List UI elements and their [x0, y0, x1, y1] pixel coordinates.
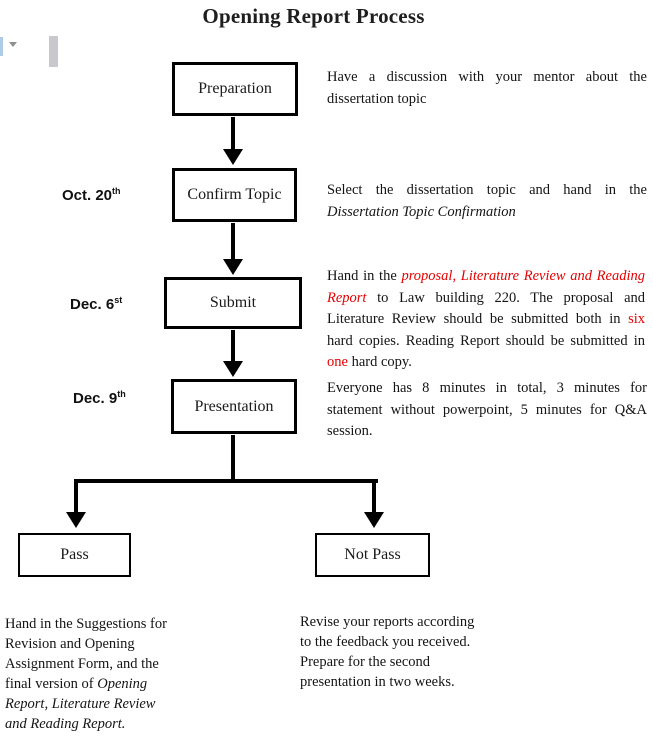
arrow-line-preparation-to-confirm — [231, 117, 235, 151]
date-label-presentation: Dec. 9th — [73, 389, 126, 407]
arrow-line-confirm-to-submit — [231, 223, 235, 261]
arrowhead-branch-to-pass — [66, 512, 86, 528]
note-confirm-topic: Select the dissertation topic and hand in the Dissertation Topic Confirmation — [327, 182, 647, 220]
note-presentation: Everyone has 8 minutes in total, 3 minutes for statement without powerpoint, 5 minutes for Q&A session. — [327, 380, 647, 439]
date-label-submit: Dec. 6st — [70, 295, 123, 313]
node-presentation — [171, 379, 297, 434]
arrowhead-branch-to-not-pass — [364, 512, 384, 528]
node-confirm-topic — [172, 168, 297, 222]
arrow-line-branch-to-pass — [74, 479, 78, 514]
arrow-line-branch-to-not-pass — [372, 479, 376, 514]
arrowhead-preparation-to-confirm — [223, 149, 243, 165]
node-not-pass — [315, 533, 430, 577]
branch-horizontal-line — [74, 479, 378, 483]
node-preparation-label: Preparation — [198, 80, 272, 97]
node-preparation — [172, 62, 298, 116]
note-preparation: Have a discussion with your mentor about the dissertation topic — [327, 69, 647, 107]
node-not-pass-label: Not Pass — [344, 546, 401, 563]
connector-presentation-to-branch — [231, 435, 235, 481]
note-pass-outcome: Hand in the Suggestions for Revision and Opening Assignment Form, and the final version of Opening Report, Literature Review and Reading Report. — [5, 616, 167, 732]
date-label-confirm-topic: Oct. 20th — [62, 186, 121, 204]
page-title: Opening Report Process — [202, 4, 425, 28]
left-edge-artifact — [0, 37, 3, 56]
arrowhead-confirm-to-submit — [223, 259, 243, 275]
arrow-line-submit-to-presentation — [231, 330, 235, 363]
cursor-bar-artifact — [49, 36, 58, 67]
arrowhead-submit-to-presentation — [223, 361, 243, 377]
node-submit-label: Submit — [209, 294, 257, 311]
node-submit — [164, 277, 302, 329]
node-pass-label: Pass — [60, 546, 89, 563]
node-pass — [18, 533, 131, 577]
note-submit: Hand in the proposal, Literature Review and Reading Report to Law building 220. The proposal and Literature Review should be submitted both in six hard copies. Reading Report should be submitted in one hard copy. — [327, 268, 645, 370]
dropdown-arrow-icon[interactable] — [9, 42, 17, 47]
node-confirm-topic-label: Confirm Topic — [187, 186, 282, 203]
note-not-pass-outcome: Revise your reports according to the feedback you received. Prepare for the second presentation in two weeks. — [300, 614, 475, 690]
node-presentation-label: Presentation — [194, 397, 274, 415]
